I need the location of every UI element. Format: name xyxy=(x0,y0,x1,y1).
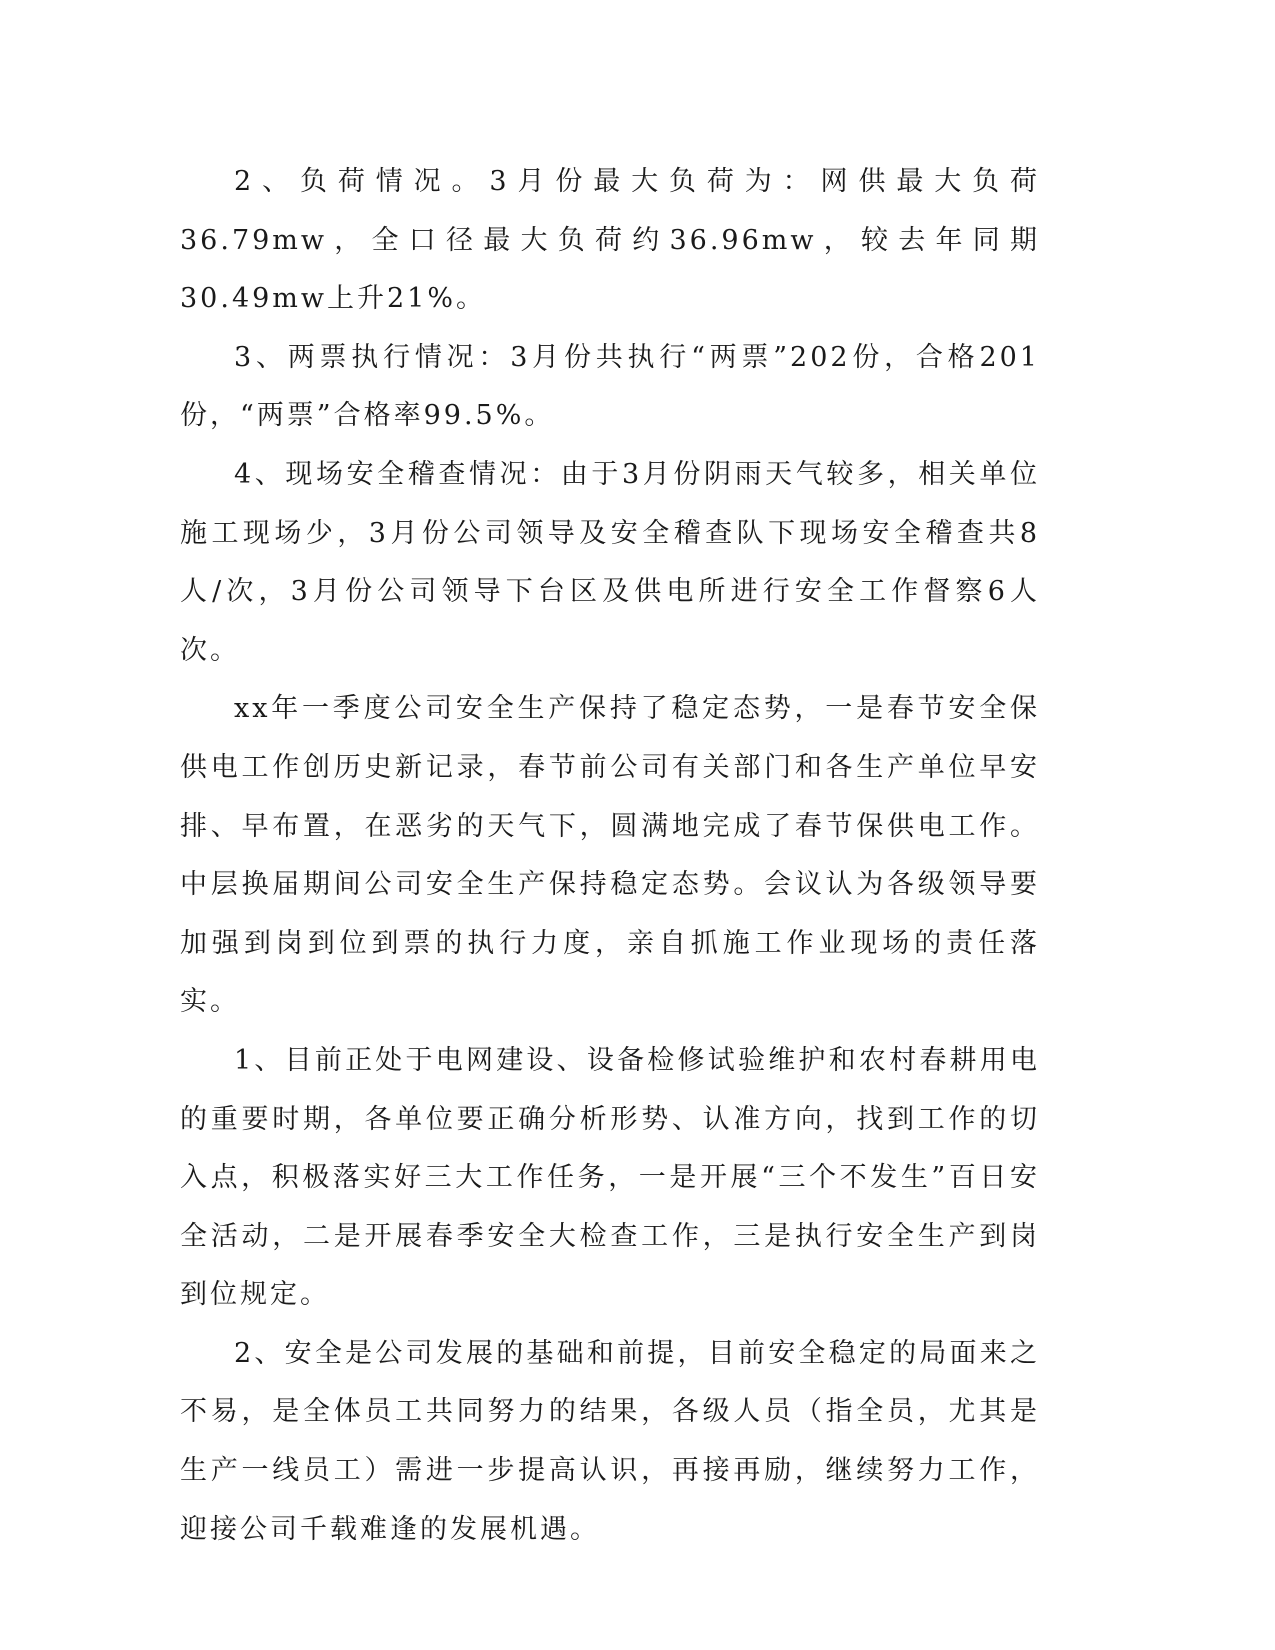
paragraph-key-tasks: 1、目前正处于电网建设、设备检修试验维护和农村春耕用电的重要时期，各单位要正确分析形势、认准方向，找到工作的切入点，积极落实好三大工作任务，一是开展“三个不发生”百日安全活动，二是开展春季安全大检查工作，三是执行安全生产到岗到位规定。 xyxy=(180,1044,1040,1311)
paragraph-quarter-summary: xx年一季度公司安全生产保持了稳定态势，一是春节安全保供电工作创历史新记录，春节前公司有关部门和各生产单位早安排、早布置，在恶劣的天气下，圆满地完成了春节保供电工作。中层换届期间公司安全生产保持稳定态势。会议认为各级领导要加强到岗到位到票的执行力度，亲自抓施工作业现场的责任落实。 xyxy=(180,693,1040,1018)
document-body xyxy=(180,153,1040,1559)
paragraph-safety-foundation: 2、安全是公司发展的基础和前提，目前安全稳定的局面来之不易，是全体员工共同努力的结果，各级人员（指全员，尤其是生产一线员工）需进一步提高认识，再接再励，继续努力工作，迎接公司千载难逢的发展机遇。 xyxy=(180,1337,1040,1545)
paragraph-site-inspection: 4、现场安全稽查情况：由于3月份阴雨天气较多，相关单位施工现场少，3月份公司领导及安全稽查队下现场安全稽查共8人/次，3月份公司领导下台区及供电所进行安全工作督察6人次。 xyxy=(180,458,1040,666)
paragraph-two-tickets: 3、两票执行情况：3月份共执行“两票”202份，合格201份，“两票”合格率99.5%。 xyxy=(180,341,1040,432)
paragraph-load-status: 2、负荷情况。3月份最大负荷为：网供最大负荷36.79mw，全口径最大负荷约36.96mw，较去年同期30.49mw上升21%。 xyxy=(180,166,1040,315)
